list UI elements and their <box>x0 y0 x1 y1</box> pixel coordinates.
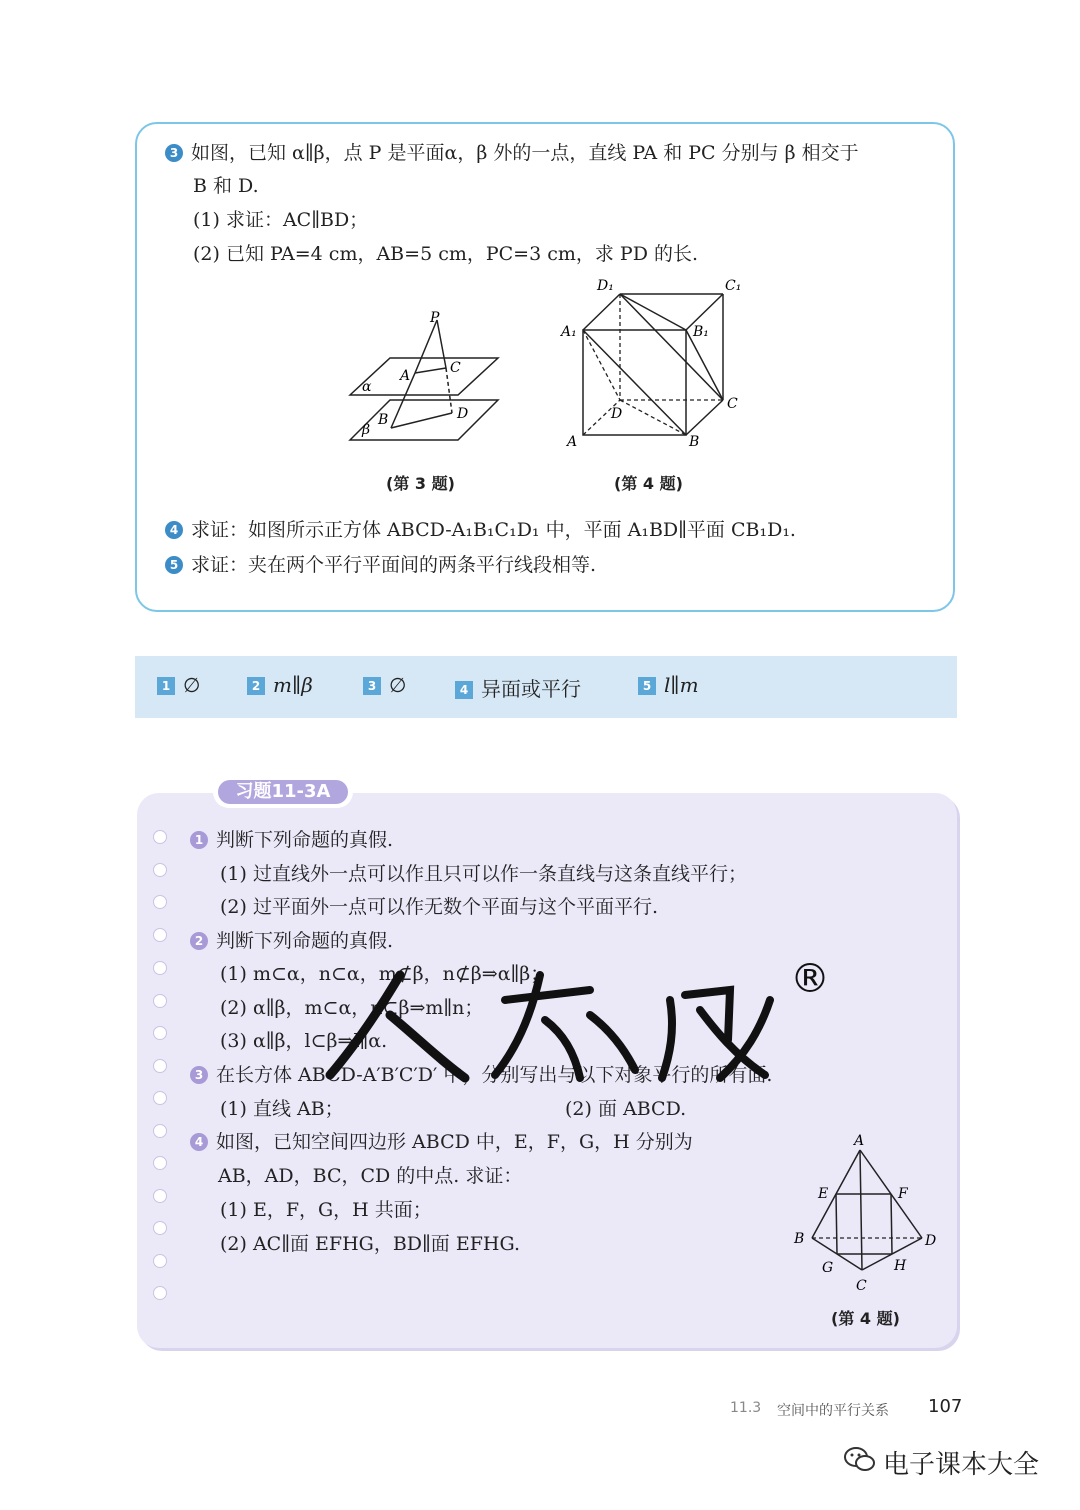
problem-2-number: 2 <box>190 932 208 950</box>
problem-3: 3 在长方体 ABCD-A′B′C′D′ 中，分别写出与以下对象平行的所有面. <box>190 1062 772 1088</box>
footer-section-number: 11.3 <box>730 1400 762 1416</box>
problem-2-c: (3) α∥β，l⊂β⇒l∥α. <box>220 1030 388 1052</box>
fig-tetra-label-B: B <box>794 1231 805 1247</box>
problem-4-b: (2) AC∥面 EFHG，BD∥面 EFHG. <box>220 1233 521 1255</box>
exercise-3-line2: B 和 D. <box>193 175 259 197</box>
fig4-label-D: D <box>611 406 623 422</box>
footer-section-title: 空间中的平行关系 <box>777 1403 889 1419</box>
binder-hole <box>153 1124 167 1138</box>
fig4-label-D1: D₁ <box>597 278 614 294</box>
fig-tetra-label-H: H <box>894 1258 907 1274</box>
binder-hole <box>153 961 167 975</box>
binder-hole <box>153 863 167 877</box>
fig3-label-B: B <box>378 412 389 428</box>
fig4-label-A1: A₁ <box>561 324 577 340</box>
figure-4-cube <box>555 272 755 452</box>
fig4-label-C1: C₁ <box>725 278 742 294</box>
problem-2: 2 判断下列命题的真假. <box>190 928 393 954</box>
fig3-label-alpha: α <box>362 379 372 395</box>
fig4-label-B1: B₁ <box>693 324 709 340</box>
exercise-set-tab <box>213 776 353 808</box>
registered-mark: ® <box>790 956 830 1002</box>
fig-tetra-label-A: A <box>854 1133 865 1149</box>
fig4-label-A: A <box>567 434 578 450</box>
problem-2-b: (2) α∥β，m⊂α，n⊂β⇒m∥n； <box>220 997 484 1019</box>
binder-hole <box>153 1156 167 1170</box>
fig-tetra-label-C: C <box>856 1278 867 1294</box>
fig-tetra-label-F: F <box>898 1186 908 1202</box>
fig3-label-beta: β <box>362 422 371 438</box>
exercise-3-part1: (1) 求证：AC∥BD； <box>193 209 369 231</box>
fig-tetra-label-D: D <box>925 1233 937 1249</box>
fig3-label-A: A <box>400 368 411 384</box>
fig-tetra-label-G: G <box>822 1260 834 1276</box>
figure-4-caption: (第 4 题) <box>614 474 683 493</box>
figure-3-caption: (第 3 题) <box>386 474 455 493</box>
binder-hole <box>153 895 167 909</box>
binder-hole <box>153 1221 167 1235</box>
problem-3-a: (1) 直线 AB； <box>220 1098 344 1120</box>
problem-3-b: (2) 面 ABCD. <box>565 1098 687 1120</box>
answer-2: 2 m∥β <box>247 673 313 697</box>
answer-5: 5 l∥m <box>638 673 699 697</box>
problem-4-a: (1) E，F，G，H 共面； <box>220 1199 432 1221</box>
binder-hole <box>153 994 167 1008</box>
problem-4-line2: AB，AD，BC，CD 的中点. 求证： <box>218 1165 523 1187</box>
exercise-4-number: 4 <box>165 521 183 539</box>
answer-3: 3 ∅ <box>363 673 406 697</box>
fig4-label-B: B <box>689 434 700 450</box>
problem-3-number: 3 <box>190 1066 208 1084</box>
fig3-label-P: P <box>430 310 440 326</box>
binder-hole <box>153 1254 167 1268</box>
fig-tetra-label-E: E <box>818 1186 829 1202</box>
problem-1-number: 1 <box>190 831 208 849</box>
problem-1: 1 判断下列命题的真假. <box>190 827 393 853</box>
binder-hole <box>153 1026 167 1040</box>
answer-1: 1 ∅ <box>157 673 200 697</box>
figure-tetrahedron <box>790 1130 940 1300</box>
problem-1-a: (1) 过直线外一点可以作且只可以作一条直线与这条直线平行； <box>220 863 747 885</box>
problem-4-number: 4 <box>190 1133 208 1151</box>
binder-hole <box>153 928 167 942</box>
binder-hole <box>153 1091 167 1105</box>
footer-brand: 电子课本大全 <box>843 1444 1039 1481</box>
wechat-icon <box>843 1444 877 1481</box>
binder-hole <box>153 1286 167 1300</box>
problem-1-b: (2) 过平面外一点可以作无数个平面与这个平面平行. <box>220 896 658 918</box>
fig3-label-D: D <box>457 406 469 422</box>
exercise-5-number: 5 <box>165 556 183 574</box>
exercise-3-number: 3 <box>165 144 183 162</box>
exercise-3-part2: (2) 已知 PA=4 cm，AB=5 cm，PC=3 cm，求 PD 的长. <box>193 243 699 265</box>
fig3-label-C: C <box>450 360 461 376</box>
publisher-watermark-logo <box>290 960 810 1090</box>
exercise-set-title: 习题11-3A <box>218 780 348 804</box>
exercise-3-line1: 3 如图，已知 α∥β，点 P 是平面α，β 外的一点，直线 PA 和 PC 分别与 β 相交于 <box>165 140 859 166</box>
exercise-5: 5 求证：夹在两个平行平面间的两条平行线段相等. <box>165 552 596 578</box>
answer-strip <box>135 656 957 718</box>
binder-hole <box>153 1189 167 1203</box>
fig4-label-C: C <box>727 396 738 412</box>
problem-2-a: (1) m⊂α，n⊂α，m⊄β，n⊄β⇒α∥β； <box>220 963 550 985</box>
problem-4: 4 如图，已知空间四边形 ABCD 中，E，F，G，H 分别为 <box>190 1129 693 1155</box>
answer-4: 4 异面或平行 <box>455 673 581 702</box>
footer-page-number: 107 <box>928 1396 963 1417</box>
figure-tetrahedron-caption: (第 4 题) <box>831 1309 900 1328</box>
binder-hole <box>153 1059 167 1073</box>
figure-3-parallel-planes <box>340 300 520 460</box>
exercise-4: 4 求证：如图所示正方体 ABCD-A₁B₁C₁D₁ 中，平面 A₁BD∥平面 CB₁D₁. <box>165 517 796 543</box>
binder-hole <box>153 830 167 844</box>
